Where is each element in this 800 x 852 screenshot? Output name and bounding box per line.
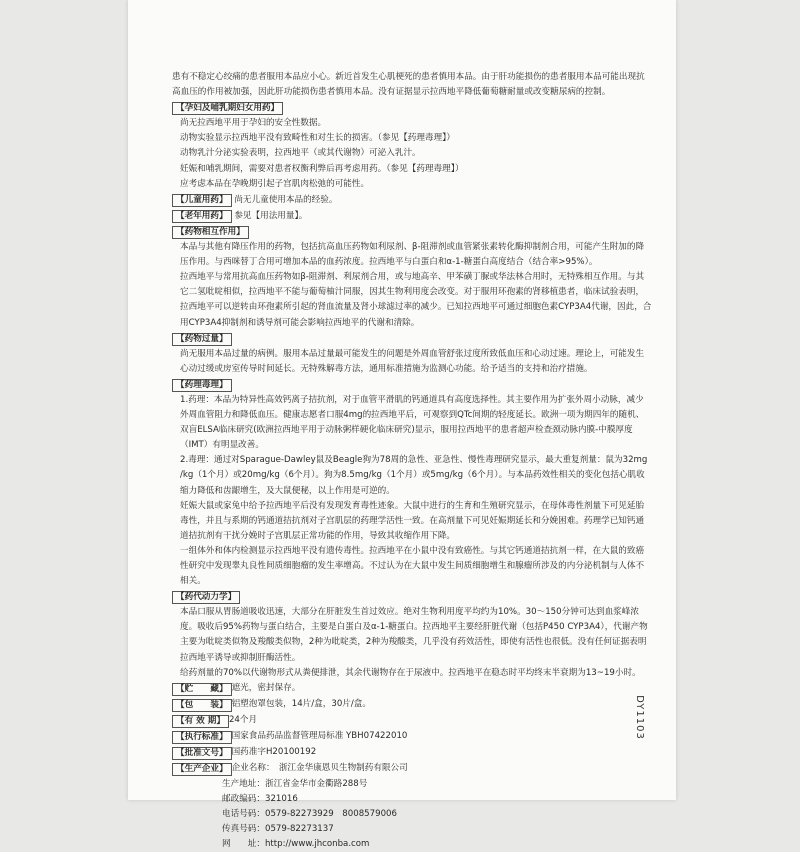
pk-title: 【药代动力学】 [172, 591, 240, 604]
overdose-title: 【药物过量】 [172, 333, 232, 346]
pharmacology-title: 【药理毒理】 [172, 379, 232, 392]
pharmacology-line: 2.毒理：通过对Sparague-Dawley鼠及Beagle狗为78周的急性、亚急性、慢性毒理研究显示，最大重复剂量：鼠为32mg /kg（1个月）或20mg/kg（6个月）。狗为8.5mg/kg（1个月）或5mg/kg（6个月）。与本品药效性相关的变化包括心肌收缩力降低和齿龈增生，及大鼠便秘，以上作用是可逆的。 [180, 455, 648, 496]
meta-key: 【贮 藏】 [172, 683, 232, 696]
meta-row [172, 761, 652, 777]
pharmacology-section [172, 377, 652, 589]
meta-value: 国药准字H20100192 [231, 746, 317, 757]
interactions-line: 本品与其他有降压作用的药物，包括抗高血压药物如利尿剂、β-阻滞剂或血管紧张素转化酶抑制剂合用，可能产生附加的降压作用。与西咪替丁合用可增加本品的血药浓度。拉西地平与白蛋白和α-1-糖蛋白高度结合（结合率>95%）。 [180, 242, 645, 268]
children-text: 尚无儿童使用本品的经验。 [234, 194, 338, 205]
side-code: DY1103 [634, 695, 646, 740]
meta-row [172, 729, 652, 745]
pregnancy-line: 妊娠和哺乳期间，需要对患者权衡利弊后再考虑用药。（参见【药理毒理】） [180, 163, 464, 174]
intro-paragraph: 患有不稳定心绞痛的患者服用本品应小心。新近首发生心肌梗死的患者慎用本品。由于肝功能损伤的患者服用本品可能出现抗高血压的作用被加强，因此肝功能损伤患者慎用本品。没有证据显示拉西地平降低葡萄糖耐量或改变糖尿病的控制。 [172, 72, 645, 98]
pk-line: 给药剂量的70%以代谢物形式从粪便排泄，其余代谢物存在于尿液中。拉西地平在稳态时平均终末半衰期为13~19小时。 [180, 667, 641, 678]
meta-key: 【批准文号】 [172, 747, 232, 760]
meta-key: 【执行标准】 [172, 731, 232, 744]
pharmacology-line: 一组体外和体内检测显示拉西地平没有遗传毒性。拉西地平在小鼠中没有致癌性。与其它钙通道拮抗剂一样，在大鼠的致癌性研究中发现睾丸良性间质细胞瘤的发生率增高。不过认为在大鼠中发生间质细胞增生和腺瘤所涉及的内分泌机制与人体不相关。 [180, 545, 645, 587]
pharmacology-line: 妊娠大鼠或家兔中给予拉西地平后没有发现发育毒性迹象。大鼠中进行的生育和生殖研究显示，在母体毒性剂量下可见延胎毒性，并且与系期的钙通道拮抗剂对子宫肌层的药理学活性一致。在高剂量下可见妊娠期延长和分娩困难。药理学已知钙通道拮抗剂有干扰分娩时子宫肌层正常功能的作用，导致其收缩作用下降。 [180, 500, 645, 541]
pregnancy-line: 动物乳汁分泌实验表明，拉西地平（或其代谢物）可泌入乳汁。 [180, 148, 421, 159]
pregnancy-line: 动物实验显示拉西地平没有致畸性和对生长的损害。（参见【药理毒理】） [180, 133, 455, 144]
elderly-section [172, 208, 652, 224]
manufacturer-block [172, 777, 652, 852]
meta-row [172, 713, 652, 729]
interactions-line: 拉西地平与常用抗高血压药物如β-阻滞剂、利尿剂合用，或与地高辛、甲苯磺丁脲或华法林合用时，无特殊相互作用。与其它二氢吡啶相似，拉西地平不能与葡萄柚汁同服，因其生物利用度会改变。对于服用环孢素的肾移植患者，临床试验表明，拉西地平可以逆转由环孢素所引起的肾血流量及肾小球滤过率的减少。已知拉西地平可通过细胞色素CYP3A4代谢，因此，合用CYP3A4抑制剂和诱导剂可能会影响拉西地平的代谢和清除。 [180, 272, 652, 328]
children-title: 【儿童用药】 [172, 194, 232, 207]
manufacturer-line [222, 807, 652, 822]
pregnancy-title: 【孕妇及哺乳期妇女用药】 [172, 102, 283, 115]
manufacturer-value: 0579-82273137 [264, 824, 334, 835]
manufacturer-value: http://www.jhconba.com [264, 839, 370, 850]
meta-row [172, 697, 652, 713]
manufacturer-line [222, 837, 652, 852]
interactions-title: 【药物相互作用】 [172, 226, 249, 239]
meta-key: 【有 效 期】 [172, 715, 229, 728]
pk-section [172, 589, 652, 681]
overdose-section [172, 331, 652, 377]
pregnancy-line: 尚无拉西地平用于孕妇的安全性数据。 [180, 118, 327, 129]
manufacturer-label: 传真号码： [222, 824, 265, 835]
meta-row [172, 681, 652, 697]
meta-value: 24个月 [228, 714, 258, 725]
meta-key: 【生产企业】 [172, 763, 232, 776]
children-section [172, 192, 652, 208]
manufacturer-line [222, 777, 652, 792]
pregnancy-section [172, 100, 652, 192]
manufacturer-line [222, 822, 652, 837]
pk-line: 本品口服从胃肠道吸收迅速，大部分在肝脏发生首过效应。绝对生物利用度平均约为10%。30～150分钟可达到血浆峰浓度。吸收后95%药物与蛋白结合，主要是白蛋白及α-1-糖蛋白。拉西地平主要经肝脏代谢（包括P450 CYP3A4），代谢产物主要为吡啶类似物及羧酸类似物，2种为吡啶类，2种为羧酸类，几乎没有药效活性，即使有活性也很低。没有任何证据表明拉西地平诱导或抑制肝酶活性。 [180, 607, 648, 663]
manufacturer-line [222, 792, 652, 807]
manufacturer-label: 邮政编码： [222, 793, 265, 804]
leaflet-page [128, 0, 676, 850]
manufacturer-value: 0579-82273929 8008579006 [264, 808, 397, 819]
meta-value: 企业名称： 浙江金华康恩贝生物制药有限公司 [231, 762, 408, 773]
meta-value: 铝塑泡罩包装，14片/盒，30片/盒。 [231, 698, 371, 709]
manufacturer-value: 321016 [264, 793, 298, 804]
meta-value: 国家食品药品监督管理局标准 YBH07422010 [231, 730, 408, 741]
pharmacology-line: 1.药理：本品为特异性高效钙离子拮抗剂，对于血管平滑肌的钙通道具有高度选择性。其主要作用为扩张外周小动脉，减少外周血管阻力和降低血压。健康志愿者口服4mg的拉西地平后，可观察到QTc间期的轻度延长。欧洲一项为期四年的随机、双盲ELSA临床研究(欧洲拉西地平用于动脉粥样硬化临床研究)显示，服用拉西地平的患者超声检查颈动脉内膜-中膜厚度（IMT）有明显改善。 [180, 394, 645, 451]
meta-key: 【包 装】 [172, 699, 232, 712]
elderly-title: 【老年用药】 [172, 210, 232, 223]
manufacturer-value: 浙江省金华市金衢路288号 [264, 778, 368, 789]
manufacturer-label: 网 址： [222, 839, 265, 850]
interactions-section [172, 224, 652, 331]
leaflet-content [172, 70, 652, 852]
meta-value: 遮光，密封保存。 [231, 682, 301, 693]
meta-section [172, 681, 652, 777]
meta-row [172, 745, 652, 761]
pregnancy-line: 应考虑本品在孕晚期引起子宫肌肉松弛的可能性。 [180, 178, 370, 189]
overdose-text: 尚无服用本品过量的病例。服用本品过量最可能发生的问题是外周血管舒张过度所致低血压和心动过速。理论上，可能发生心动过缓或房室传导时间延长。无特殊解毒方法，通用标准措施为监测心功能。给予适当的支持和治疗措施。 [180, 348, 645, 374]
manufacturer-label: 电话号码： [222, 808, 265, 819]
manufacturer-label: 生产地址： [222, 778, 265, 789]
elderly-text: 参见【用法用量】。 [234, 210, 308, 221]
